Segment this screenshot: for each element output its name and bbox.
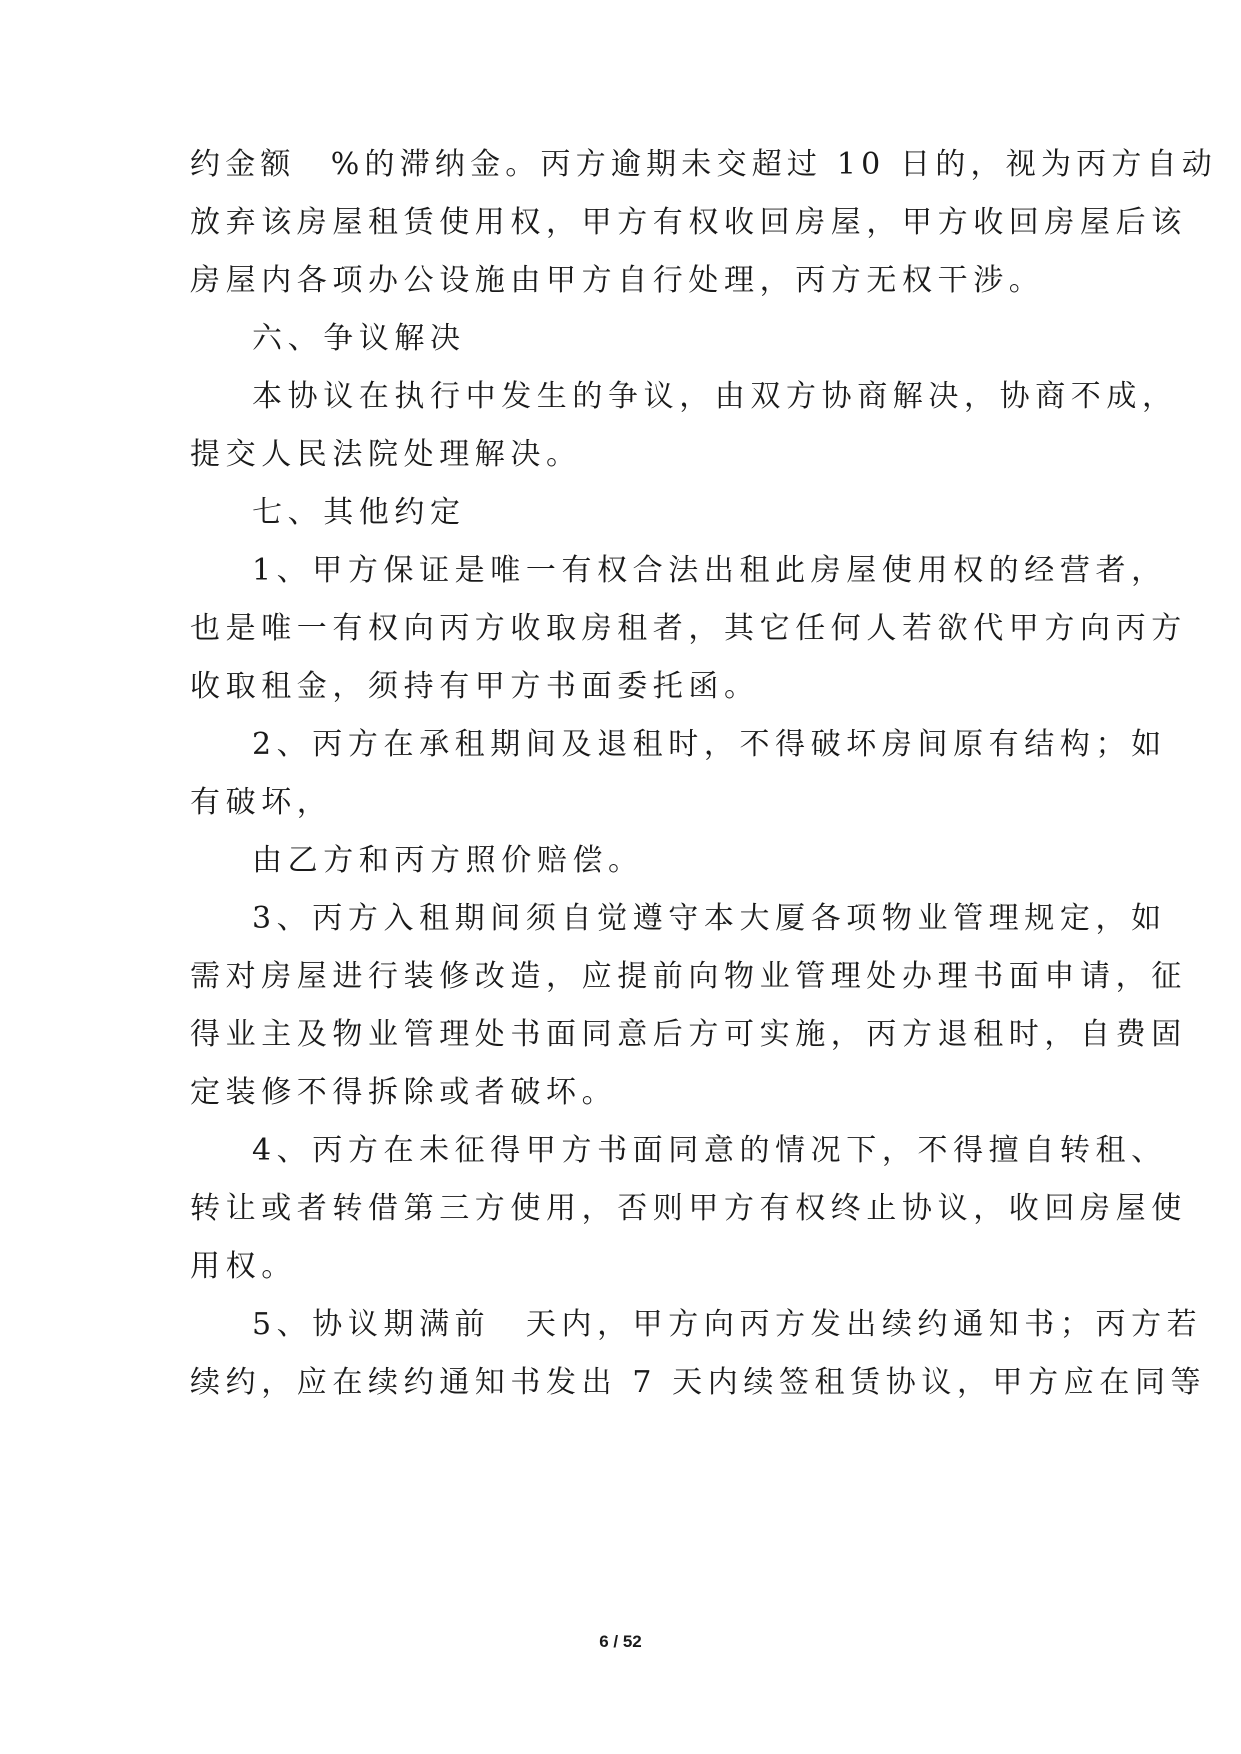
- text-line: 得业主及物业管理处书面同意后方可实施，丙方退租时，自费固: [190, 1017, 1187, 1052]
- text-line: 由乙方和丙方照价赔偿。: [252, 843, 644, 878]
- text-line: 有破坏，: [190, 785, 333, 820]
- text-line: 用权。: [190, 1249, 297, 1284]
- text-line: 定装修不得拆除或者破坏。: [190, 1075, 618, 1110]
- text-line: 4、丙方在未征得甲方书面同意的情况下，不得擅自转租、: [252, 1133, 1167, 1168]
- text-line: 续约，应在续约通知书发出 7 天内续签租赁协议，甲方应在同等: [190, 1365, 1207, 1400]
- text-line: 也是唯一有权向丙方收取房租者，其它任何人若欲代甲方向丙方: [190, 611, 1187, 646]
- text-line: 提交人民法院处理解决。: [190, 437, 582, 472]
- section-heading: 七、其他约定: [252, 495, 466, 530]
- text-line: 1、甲方保证是唯一有权合法出租此房屋使用权的经营者，: [252, 553, 1167, 588]
- text-line: 2、丙方在承租期间及退租时，不得破坏房间原有结构；如: [252, 727, 1167, 762]
- text-line: 收取租金，须持有甲方书面委托函。: [190, 669, 760, 704]
- text-line: 约金额 %的滞纳金。丙方逾期未交超过 10 日的，视为丙方自动: [190, 147, 1217, 182]
- section-heading: 六、争议解决: [252, 321, 466, 356]
- text-line: 转让或者转借第三方使用，否则甲方有权终止协议，收回房屋使: [190, 1191, 1187, 1226]
- text-line: 房屋内各项办公设施由甲方自行处理，丙方无权干涉。: [190, 263, 1045, 298]
- page-number: 6 / 52: [599, 1632, 642, 1651]
- text-line: 3、丙方入租期间须自觉遵守本大厦各项物业管理规定，如: [252, 901, 1167, 936]
- text-line: 本协议在执行中发生的争议，由双方协商解决，协商不成，: [252, 379, 1178, 414]
- text-line: 放弃该房屋租赁使用权，甲方有权收回房屋，甲方收回房屋后该: [190, 205, 1187, 240]
- text-line: 5、协议期满前 天内，甲方向丙方发出续约通知书；丙方若: [252, 1307, 1203, 1342]
- text-line: 需对房屋进行装修改造，应提前向物业管理处办理书面申请，征: [190, 959, 1187, 994]
